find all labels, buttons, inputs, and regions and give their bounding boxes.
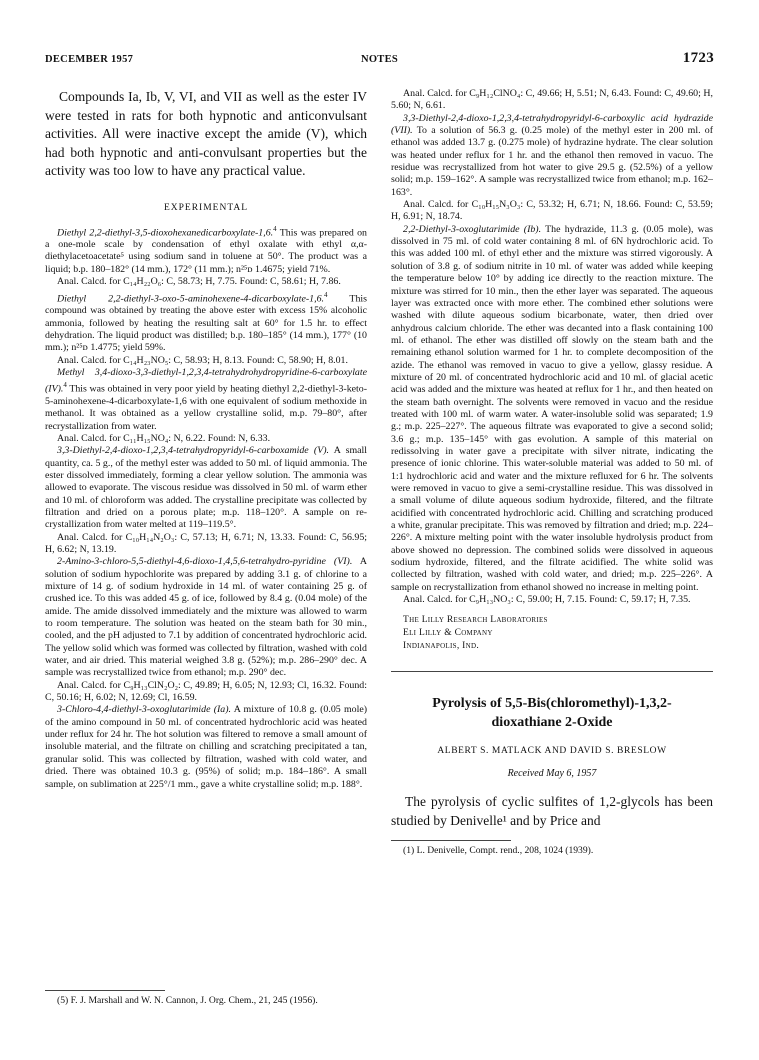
paragraph-text: This was prepared on a one-mole scale by condensation of ethyl oxalate with ethyl α,α-diethylacetoacetate⁵ using sodium sand in toluene at 50°. The product was a liquid; b.p. 180–182° (14 mm.), 172° (11 mm.); n²⁵ᴅ 1.4675; yield 71%. (45, 226, 367, 275)
footnote-5: (5) F. J. Marshall and W. N. Cannon, J. Org. Chem., 21, 245 (1956). (57, 995, 318, 1006)
analysis-paragraph (391, 199, 713, 224)
paragraph-text: Anal. Calcd. for C₉H₁₃NO₃: C, 59.00; H, 7.15. Found: C, 59.17; H, 7.35. (403, 594, 691, 606)
paragraph-text: Anal. Calcd. for C₉H₁₃ClN₂O₂: C, 49.89; H, 6.05; N, 12.93; Cl, 16.32. Found: C, 50.16; H, 6.02; N, 12.69; Cl, 16.59. (45, 679, 367, 704)
article-title: Pyrolysis of 5,5-Bis(chloromethyl)-1,3,2-dioxathiane 2-Oxide (432, 696, 672, 731)
left-paragraphs (45, 223, 367, 791)
reference-marker: 4 (63, 381, 67, 390)
paragraph-text: Anal. Calcd. for C₁₄H₂₂O₆: C, 58.73; H, 7.75. Found: C, 58.61; H, 7.86. (57, 276, 341, 288)
analysis-paragraph (391, 88, 713, 113)
section-heading-experimental: EXPERIMENTAL (163, 202, 249, 213)
compound-title: Methyl 3,4-dioxo-3,3-diethyl-1,2,3,4-tetrahydrohydropyridine-6-carboxylate (IV). (45, 366, 367, 395)
paragraph-text: A small quantity, ca. 5 g., of the methyl ester was added to 50 ml. of liquid ammonia. The ester dissolved immediately, forming a clear yellow solution. The ammonia was allowed to evaporate. The viscous residue was dissolved in 50 ml. of warm ether and 10 ml. of chloroform was added. The crystalline precipitate was collected by filtration and dried on a porous plate; m.p. 118–120°. A sample on re-crystallization from water melted at 119–119.5°. (45, 445, 368, 531)
right-column (391, 88, 713, 858)
article-separator (391, 671, 713, 672)
analysis-paragraph (45, 433, 367, 445)
experimental-paragraph (45, 704, 367, 790)
lead-paragraph: Compounds Ia, Ib, V, VI, and VII as well as the ester IV were tested in rats for both hypnotic and anticonvulsant activities. All were inactive except the amide (V), which had both hypnotic and anti-convulsant properties but the activity was too low to have any practical value. (45, 89, 367, 178)
analysis-paragraph (391, 594, 713, 606)
paragraph-text: Anal. Calcd. for C₉H₁₂ClNO₄: C, 49.66; H, 5.51; N, 6.43. Found: C, 49.60; H, 5.60; N, 6.61. (391, 88, 713, 112)
affiliation-line: Eli Lilly & Company (403, 628, 493, 639)
experimental-paragraph (45, 556, 367, 679)
paragraph-text: This was obtained in very poor yield by heating diethyl 2,2-diethyl-3-keto-5-aminohexene-4-dicarboxylate-1,6 with one equivalent of sodium methoxide in methanol. It was obtained as a yellow crystalline solid, m.p. 79–80°, after recrystallization from water. (45, 383, 367, 432)
footnote-1: (1) L. Denivelle, Compt. rend., 208, 1024 (1939). (403, 845, 594, 857)
compound-title: 2,2-Diethyl-3-oxoglutarimide (Ib). (403, 223, 542, 235)
compound-title: Diethyl 2,2-diethyl-3,5-dioxohexanedicarboxylate-1,6. (57, 226, 274, 238)
experimental-paragraph (391, 113, 713, 199)
paragraph-text: A solution of sodium hypochlorite was prepared by adding 3.1 g. of chlorine to a mixture of 14 g. of sodium hydroxide in 14 ml. of water containing 25 g. of crushed ice. To this was added 45 g. of ice, followed by 8.4 g. (0.04 mole) of the amide. The amide dissolved immediately and the mixture was allowed to warm to room temperature. The solution was heated on the steam bath for 30 min., cooled, and the pH adjusted to 7.1 by addition of concentrated hydrochloric acid. The yellow solid which was formed was collected by filtration, washed with cold water, and air dried. This material weighed 3.8 g. (52%); m.p. 286–290° dec. A sample was recrystallized twice from ethanol; m.p. 290° dec. (45, 556, 367, 679)
analysis-paragraph (45, 680, 367, 705)
analysis-paragraph (45, 276, 367, 288)
paragraph-text: Anal. Calcd. for C₁₄H₂₃NO₅: C, 58.93; H, 8.13. Found: C, 58.90; H, 8.01. (57, 354, 348, 366)
affiliation-line: Indianapolis, Ind. (403, 641, 480, 652)
received-date: Received May 6, 1957 (507, 768, 597, 780)
header-date: DECEMBER 1957 (45, 54, 134, 65)
right-paragraphs (391, 88, 713, 606)
experimental-paragraph (45, 367, 367, 433)
compound-title: 3,3-Diethyl-2,4-dioxo-1,2,3,4-tetrahydropyridyl-6-carboxylic acid hydrazide (VII). (391, 112, 713, 137)
experimental-paragraph (45, 289, 367, 355)
running-head (45, 52, 714, 72)
analysis-paragraph (45, 532, 367, 557)
article-authors: ALBERT S. MATLACK AND DAVID S. BRESLOW (437, 746, 667, 757)
paragraph-text: The hydrazide, 11.3 g. (0.05 mole), was dissolved in 75 ml. of cold water containing 8 ml. of 6N hydrochloric acid. To this was added 100 ml. of ethyl ether and the mixture was stirred vigorously. A solution of 3.8 g. of sodium nitrite in 10 ml. of water was added while keeping the temperature below 10° by adding ice directly to the reaction mixture. The mixture was stirred for 10 min., then the ether layer was separated. The aqueous layer was extracted once with more ether. The combined ether solutions were washed with dilute aqueous sodium bicarbonate, water, then dried over anhydrous calcium chloride. The ether was decanted into a flask containing 100 ml. of ethanol. The ether was distilled off slowly on the steam bath and the remaining ethanol solution warmed for 1 hr. to complete decomposition of the azide. The ethanol was removed in vacuo to give a yellow, glassy residue. A mixture of 20 ml. of concentrated hydrochloric acid and 10 ml. of glacial acetic acid was added and the mixture was heated at reflux for 1 hr., and then heated on the steam bath overnight. The solvents were removed in vacuo and the residue treated with 100 ml. of warm water. A water-insoluble solid was separated; 1.9 g.; m.p. 225–227°. The aqueous filtrate was evaporated to give a second solid; 3.6 g.; m.p. 135–145° with gas evolution. A sample of this material on redissolving in water gave a precipitate with silver nitrate, indicating the presence of ionic chlorine. This water-soluble material was added to 50 ml. of 1:1 hydrochloric acid and water and the mixture refluxed for 6 hr. The solvents were removed in vacuo to give a semi-crystalline residue. This was dissolved in a small volume of dilute aqueous sodium hydroxide, filtered, and the filtrate acidified with concentrated hydrochloric acid. Chilling and scratching produced a white, granular precipitate. This was removed by filtration and dried; m.p. 224–226°. A mixture melting point with the water insoluble hydrolysis product from above showed no depression. The combined solids were dissolved in aqueous sodium hydroxide, filtered, and the filtrate acidified. The white solid was collected by filtration, washed with cold water, and dried; m.p. 225–226°. A sample on recrystallization from ethanol showed no increase in melting point. (391, 223, 713, 593)
compound-title: 3-Chloro-4,4-diethyl-3-oxoglutarimide (Ia). (57, 704, 232, 716)
compound-title: Diethyl 2,2-diethyl-3-oxo-5-aminohexene-4-dicarboxylate-1,6. (57, 292, 324, 304)
paragraph-text: Anal. Calcd. for C₁₁H₁₅NO₄: N, 6.22. Found: N, 6.33. (57, 432, 271, 444)
experimental-paragraph (45, 445, 367, 531)
experimental-paragraph (45, 223, 367, 277)
paragraph-text: Anal. Calcd. for C₁₀H₁₄N₂O₃: C, 57.13; H, 6.71; N, 13.33. Found: C, 56.95; H, 6.62; N, 13.19. (45, 531, 367, 555)
footnote-rule (391, 840, 511, 841)
experimental-paragraph (391, 224, 713, 594)
paragraph-text: This compound was obtained by treating the above ester with excess 15% alcoholic ammonia, followed by heating the resulting salt at 60° for 1.5 hr. to effect dehydration. The liquid product was distilled; b.p. 180–185° (14 mm.), 177° (10 mm.); n²⁵ᴅ 1.4775; yield 59%. (45, 292, 367, 354)
compound-title: 3,3-Diethyl-2,4-dioxo-1,2,3,4-tetrahydropyridyl-6-carboxamide (V). (57, 445, 330, 457)
affiliation-line: The Lilly Research Laboratories (403, 615, 548, 626)
reference-marker: 4 (273, 224, 277, 233)
paragraph-text: Anal. Calcd. for C₁₀H₁₅N₃O₃: C, 53.32; H, 6.71; N, 18.66. Found: C, 53.59; H, 6.91; N, 18.74. (391, 199, 713, 223)
paragraph-text: To a solution of 56.3 g. (0.25 mole) of the methyl ester in 200 ml. of ethanol was added 13.7 g. (0.275 mole) of hydrazine hydrate. The clear solution was heated under reflux for 1 hr. and the ethanol then removed in vacuo. The residue was recrystallized from hot water to give 29.5 g. (52.5%) of a yellow solid; m.p. 159–162°. A sample was recrystallized twice from ethanol; m.p. 162–163°. (391, 125, 713, 198)
reference-marker: 4 (323, 290, 328, 299)
paragraph-text: A mixture of 10.8 g. (0.05 mole) of the amino compound in 50 ml. of concentrated hydrochloric acid was heated under reflux for 24 hr. The hot solution was filtered to remove a small amount of insoluble material, and the filtrate on chilling and scratching precipitated a tan, granular solid. This was collected by filtration, washed with cold water, and dried. There was obtained 10.3 g. (95%) of solid; m.p. 184–186°. A small sample, on sublimation at 225°/1 mm., gave a white crystalline solid; m.p. 188°. (45, 704, 367, 790)
article-intro: The pyrolysis of cyclic sulfites of 1,2-glycols has been studied by Denivelle¹ and by Price and (391, 794, 713, 828)
analysis-paragraph (45, 355, 367, 367)
compound-title: 2-Amino-3-chloro-5,5-diethyl-4,6-dioxo-1,4,5,6-tetrahydro-pyridine (VI). (57, 556, 353, 568)
page-number: 1723 (682, 50, 714, 66)
header-section: NOTES (360, 54, 399, 65)
left-footnote-block (45, 980, 367, 1007)
affiliation (403, 614, 713, 653)
footnote-rule (45, 990, 165, 991)
left-column (45, 88, 367, 791)
